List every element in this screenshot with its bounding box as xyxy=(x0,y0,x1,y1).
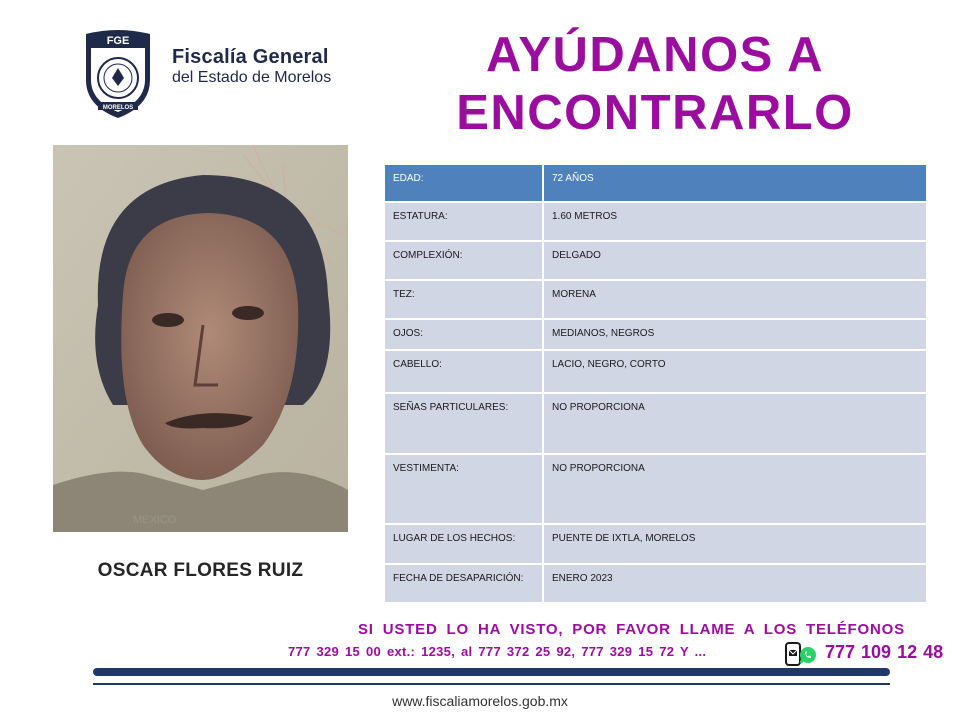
table-row xyxy=(384,280,927,319)
table-row xyxy=(384,564,927,603)
person-name: OSCAR FLORES RUIZ xyxy=(97,560,304,581)
detail-value: 72 AÑOS xyxy=(543,164,927,202)
detail-label: CABELLO: xyxy=(384,350,543,393)
detail-label: LUGAR DE LOS HECHOS: xyxy=(384,524,543,564)
detail-label: VESTIMENTA: xyxy=(384,454,543,524)
table-row xyxy=(384,454,927,524)
divider-thick xyxy=(93,668,890,676)
table-row xyxy=(384,202,927,241)
whatsapp-icon xyxy=(799,646,817,669)
detail-value: MEDIANOS, NEGROS xyxy=(543,319,927,350)
detail-label: EDAD: xyxy=(384,164,543,202)
org-name xyxy=(172,46,331,88)
table-row xyxy=(384,350,927,393)
headline-line-1: AYÚDANOS A xyxy=(485,28,825,82)
table-row xyxy=(384,319,927,350)
detail-label: FECHA DE DESAPARICIÓN: xyxy=(384,564,543,603)
org-title: Fiscalía General xyxy=(172,46,329,68)
details-table xyxy=(383,163,928,604)
detail-label: TEZ: xyxy=(384,280,543,319)
logo-badge-text: FGE xyxy=(106,35,130,47)
table-row xyxy=(384,393,927,454)
call-line-1: SI USTED LO HA VISTO, POR FAVOR LLAME A LOS TELÉFONOS xyxy=(358,621,905,638)
headline-line-2: ENCONTRARLO xyxy=(456,86,854,140)
fge-shield-icon xyxy=(82,28,154,120)
detail-label: COMPLEXIÓN: xyxy=(384,241,543,280)
table-row xyxy=(384,164,927,202)
fge-logo xyxy=(82,28,154,120)
detail-label: OJOS: xyxy=(384,319,543,350)
detail-label: SEÑAS PARTICULARES: xyxy=(384,393,543,454)
detail-label: ESTATURA: xyxy=(384,202,543,241)
phone-numbers: 777 329 15 00 ext.: 1235, al 777 372 25 92, 777 329 15 72 Y ... xyxy=(288,644,707,659)
website-link[interactable]: www.fiscaliamorelos.gob.mx xyxy=(392,693,568,709)
detail-value: LACIO, NEGRO, CORTO xyxy=(543,350,927,393)
logo-bottom-text: MORELOS xyxy=(102,105,134,111)
portrait-image xyxy=(53,145,348,532)
table-row xyxy=(384,241,927,280)
table-row xyxy=(384,524,927,564)
detail-value: NO PROPORCIONA xyxy=(543,393,927,454)
detail-value: MORENA xyxy=(543,280,927,319)
detail-value: NO PROPORCIONA xyxy=(543,454,927,524)
missing-person-photo xyxy=(53,145,348,532)
whatsapp-number: 777 109 12 48 xyxy=(825,642,944,662)
detail-value: ENERO 2023 xyxy=(543,564,927,603)
photo-watermark: MEXICO xyxy=(133,514,177,526)
headline xyxy=(400,26,910,142)
org-subtitle: del Estado de Morelos xyxy=(172,69,332,86)
detail-value: 1.60 METROS xyxy=(543,202,927,241)
divider-thin xyxy=(93,683,890,685)
detail-value: DELGADO xyxy=(543,241,927,280)
detail-value: PUENTE DE IXTLA, MORELOS xyxy=(543,524,927,564)
